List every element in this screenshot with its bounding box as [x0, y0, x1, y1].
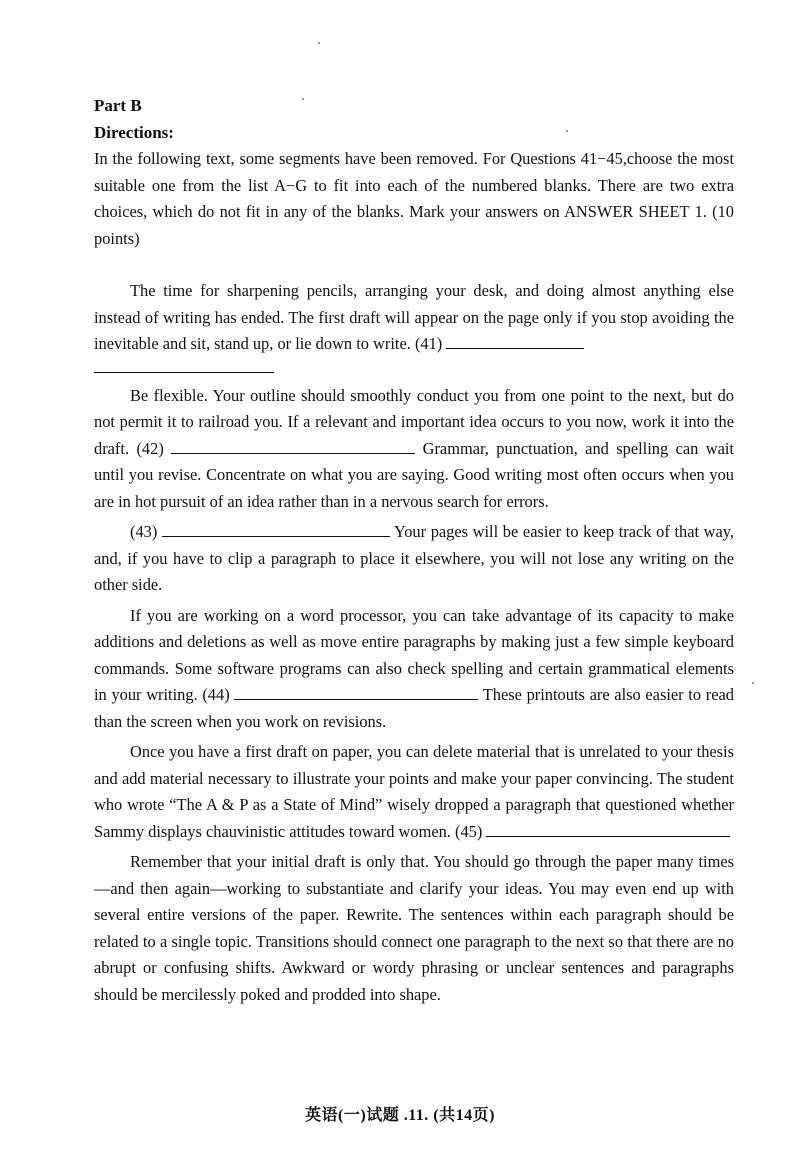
scan-speck — [318, 42, 320, 44]
paragraph-5-text: Once you have a first draft on paper, you can delete material that is unrelated to your thesis and add material necessary to illustrate your points and make your paper convincing. The student who wrote “The A & P as a State of Mind” wisely dropped a paragraph that questioned whether Sammy displays chauvinistic attitudes toward women. — [94, 742, 734, 841]
exam-page — [94, 92, 734, 1008]
answer-blank-41 — [446, 334, 584, 349]
paragraph-4-text: If you are working on a word processor, you can take advantage of its capacity to make additions and deletions as well as move entire paragraphs by making just a few simple keyboard commands. Some software programs can also check spelling and certain grammatical elements in your writing. — [94, 605, 734, 704]
paragraph-2 — [94, 383, 734, 516]
directions-text: In the following text, some segments have been removed. For Questions 41−45,choose the most suitable one from the list A−G to fit into each of the numbered blanks. There are two extra choices, which do not fit in any of the blanks. Mark your answers on ANSWER SHEET 1. (10 points) — [94, 149, 734, 248]
paragraph-4-text-b: These printouts are also easier to read than the screen when you work on revisions. — [94, 685, 734, 731]
answer-blank-45 — [486, 822, 730, 837]
question-41-label: (41) — [414, 334, 443, 353]
directions-label: Directions: — [94, 123, 174, 142]
paragraph-2-text-a: Be flexible. Your outline should smoothly conduct you from one point to the next, but do not permit it to railroad you. If a relevant and important idea occurs to you now, work it into the draft. — [94, 385, 734, 458]
paragraph-1-text: The time for sharpening pencils, arranging your desk, and doing almost anything else instead of writing has ended. The first draft will appear on the page only if you stop avoiding the inevitable and sit, stand up, or lie down to write. — [94, 281, 734, 353]
answer-blank-43 — [162, 522, 390, 537]
answer-blank-42 — [171, 439, 415, 454]
answer-blank-41-continuation — [94, 372, 274, 373]
part-title: Part B — [94, 96, 142, 115]
paragraph-6 — [94, 849, 734, 1008]
paragraph-2-text-b: Grammar, punctuation, and spelling can wait until you revise. Concentrate on what you are saying. Good writing most often occurs when you are in hot pursuit of an idea rather than in a nervous search for errors. — [94, 438, 734, 511]
question-45-label: (45) — [455, 821, 483, 841]
scan-speck — [752, 682, 754, 684]
question-44-label: (44) — [202, 685, 230, 704]
paragraph-5 — [94, 739, 734, 845]
paragraph-3 — [94, 519, 734, 599]
answer-blank-44 — [234, 685, 478, 700]
question-42-label: (42) — [136, 438, 164, 458]
paragraph-4 — [94, 603, 734, 736]
paragraph-3-text: Your pages will be easier to keep track of that way, and, if you have to clip a paragraph to place it elsewhere, you will not lose any writing on the other side. — [94, 522, 735, 594]
page-footer: 英语(一)试题 .11. (共14页) — [305, 1107, 495, 1124]
question-43-label: (43) — [130, 522, 158, 541]
paragraph-6-text: Remember that your initial draft is only that. You should go through the paper many times—and then again—working to substantiate and clarify your ideas. You may even end up with several entire versions of the paper. Rewrite. The sentences within each paragraph should be related to a single topic. Transitions should connect one paragraph to the next so that there are no abrupt or confusing shifts. Awkward or wordy phrasing or unclear sentences and paragraphs should be mercilessly poked and prodded into shape. — [94, 852, 734, 1004]
paragraph-1 — [94, 278, 734, 358]
